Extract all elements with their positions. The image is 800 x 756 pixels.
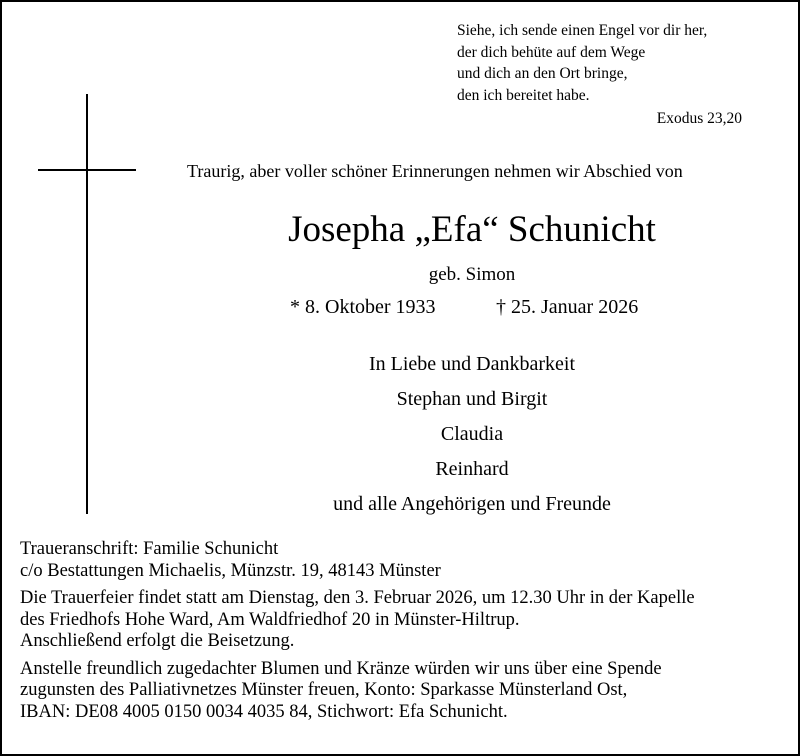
- mourner-line: und alle Angehörigen und Freunde: [333, 493, 611, 515]
- ceremony-line: Die Trauerfeier findet statt am Dienstag, den 3. Februar 2026, um 12.30 Uhr in der Kapelle: [20, 588, 695, 608]
- cross-icon-bar: [38, 169, 136, 171]
- intro-text: Traurig, aber voller schöner Erinnerungen nehmen wir Abschied von: [187, 161, 683, 181]
- mourner-line: In Liebe und Dankbarkeit: [368, 353, 576, 375]
- address-line: c/o Bestattungen Michaelis, Münzstr. 19, 48143 Münster: [20, 560, 441, 581]
- details-text: [20, 539, 788, 723]
- verse-line: Siehe, ich sende einen Engel vor dir her,: [457, 22, 708, 39]
- donation-line: zugunsten des Palliativnetzes Münster freuen, Konto: Sparkasse Münsterland Ost,: [20, 680, 628, 700]
- ceremony-line: des Friedhofs Hohe Ward, Am Waldfriedhof 20 in Münster-Hiltrup.: [20, 609, 520, 630]
- donation-line: IBAN: DE08 4005 0150 0034 4035 84, Stichwort: Efa Schunicht.: [20, 701, 508, 722]
- maiden-name: geb. Simon: [428, 264, 516, 285]
- donation-line: Anstelle freundlich zugedachter Blumen und Kränze würden wir uns über eine Spende: [20, 658, 662, 679]
- verse-source: Exodus 23,20: [656, 110, 742, 127]
- verse-line: der dich behüte auf dem Wege: [457, 43, 646, 61]
- ceremony-line: Anschließend erfolgt die Beisetzung.: [20, 631, 295, 651]
- deceased-name: Josepha „Efa“ Schunicht: [288, 209, 656, 250]
- address-line: Traueranschrift: Familie Schunicht: [20, 539, 279, 559]
- mourners-list: [242, 351, 702, 526]
- verse-line: den ich bereitet habe.: [457, 86, 590, 104]
- cross-icon: [86, 94, 88, 514]
- verse-line: und dich an den Ort bringe,: [457, 65, 628, 82]
- death-date: † 25. Januar 2026: [496, 296, 639, 318]
- mourner-line: Claudia: [440, 423, 504, 445]
- birth-date: * 8. Oktober 1933: [290, 296, 436, 318]
- mourner-line: Reinhard: [435, 458, 509, 480]
- bible-verse: [457, 20, 707, 106]
- mourner-line: Stephan und Birgit: [396, 388, 548, 410]
